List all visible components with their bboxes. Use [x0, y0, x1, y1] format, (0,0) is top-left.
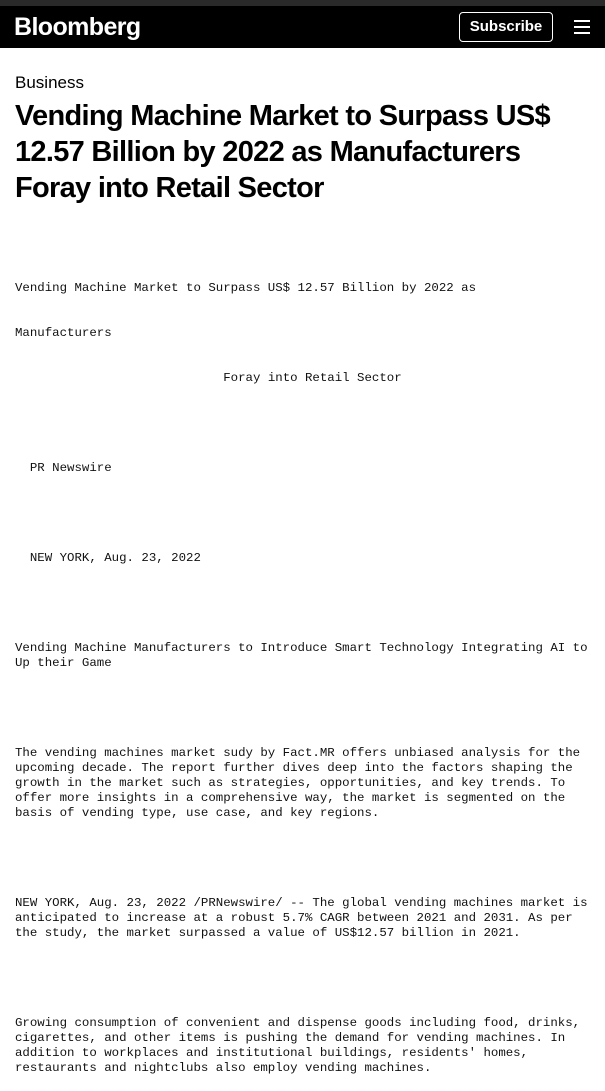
article-paragraph: NEW YORK, Aug. 23, 2022 /PRNewswire/ -- The global vending machines market is anticipated to increase at a robust 5.7% CAGR between 2021 and 2031. As per the study, the market surpassed a value of US$12.57 billion in 2021. — [15, 896, 595, 940]
press-title-line: Foray into Retail Sector — [15, 371, 402, 385]
article-paragraph: The vending machines market sudy by Fact.MR offers unbiased analysis for the upcoming decade. The report further dives deep into the factors shaping the growth in the market such as strategies, opportunities, and key trends. To offer more insights in a comprehensive way, the market is segmented on the basis of vending type, use case, and key regions. — [15, 746, 588, 820]
article-category[interactable]: Business — [15, 73, 84, 92]
bloomberg-logo[interactable]: Bloomberg — [14, 13, 141, 41]
hamburger-menu-icon[interactable] — [574, 19, 592, 35]
article-headline: Vending Machine Market to Surpass US$ 12.57 Billion by 2022 as Manufacturers Foray into Retail Sector — [15, 100, 550, 204]
press-title-line: Manufacturers — [15, 326, 112, 340]
press-source: PR Newswire — [15, 461, 112, 475]
top-navigation-bar — [0, 0, 605, 48]
article-body — [15, 251, 595, 1091]
subscribe-button[interactable]: Subscribe — [459, 12, 553, 42]
press-title-line: Vending Machine Market to Surpass US$ 12.57 Billion by 2022 as — [15, 281, 477, 295]
press-subtitle: Vending Machine Manufacturers to Introduce Smart Technology Integrating AI to Up their Game — [15, 641, 595, 670]
press-dateline: NEW YORK, Aug. 23, 2022 — [15, 551, 201, 565]
article-paragraph: Growing consumption of convenient and dispense goods including food, drinks, cigarettes, and other items is pushing the demand for vending machines. In addition to workplaces and institutional buildings, residents' homes, restaurants and nightclubs also employ vending machines. — [15, 1016, 588, 1075]
